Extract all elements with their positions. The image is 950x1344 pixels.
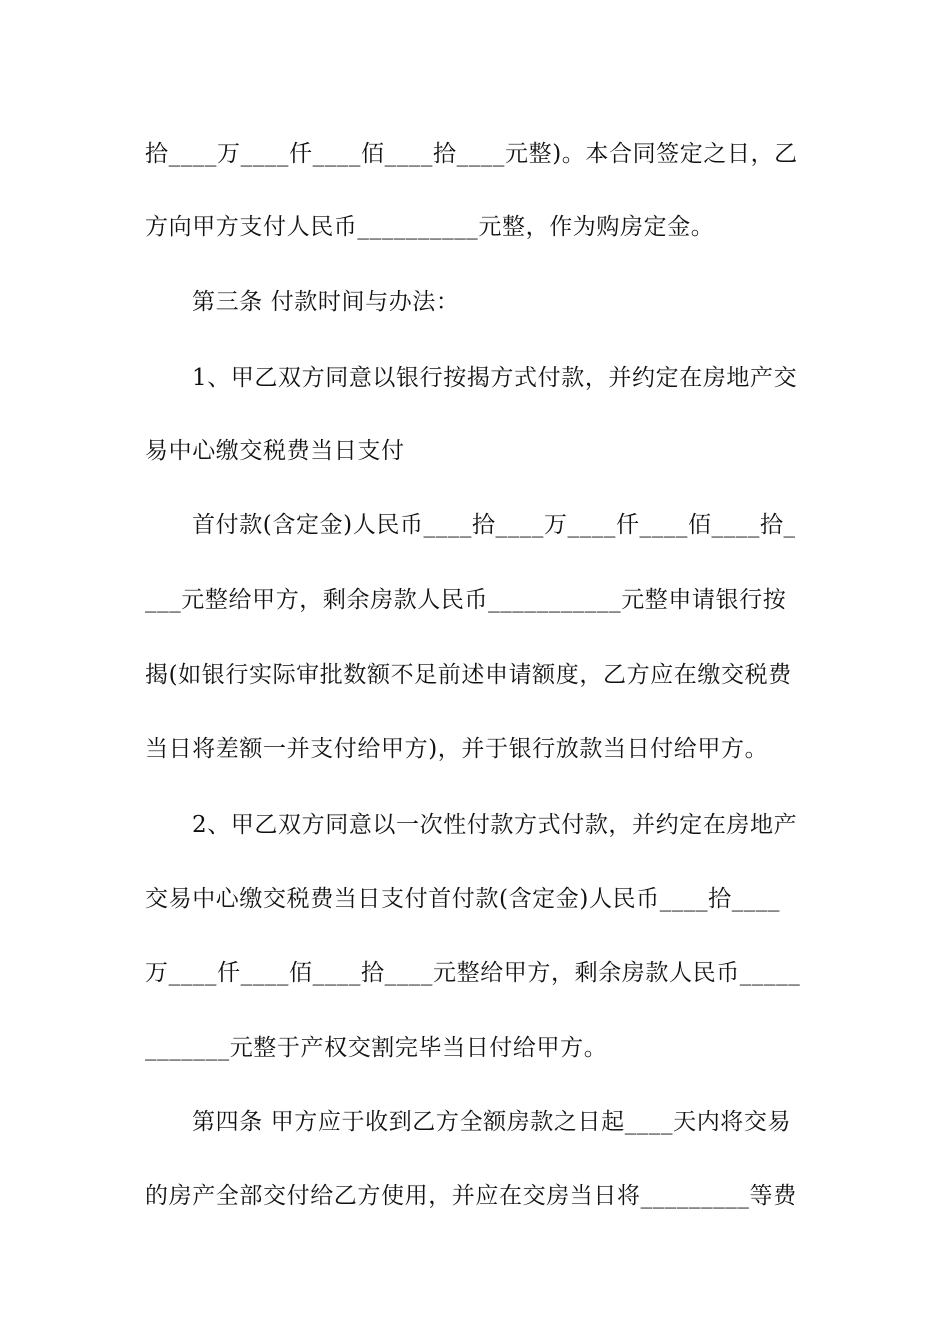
text-line-9: 当日将差额一并支付给甲方)，并于银行放款当日付给甲方。 [145, 736, 769, 762]
text-line-8: 揭(如银行实际审批数额不足前述申请额度，乙方应在缴交税费 [145, 662, 792, 688]
article-4-text: 第四条 甲方应于收到乙方全额房款之日起____天内将交易 [192, 1109, 792, 1135]
text-line-10: 2、甲乙双方同意以一次性付款方式付款，并约定在房地产 [192, 812, 798, 838]
text-line-1: 拾____万____仟____佰____拾____元整)。本合同签定之日，乙 [145, 141, 798, 167]
text-line-15: 的房产全部交付给乙方使用，并应在交房当日将_________等费 [145, 1183, 797, 1209]
text-line-13: _______元整于产权交割完毕当日付给甲方。 [145, 1035, 608, 1061]
text-line-2: 方向甲方支付人民币__________元整，作为购房定金。 [145, 214, 715, 240]
article-3-heading: 第三条 付款时间与办法： [192, 289, 460, 315]
text-line-12: 万____仟____佰____拾____元整给甲方，剩余房款人民币_____ [145, 960, 801, 986]
text-line-6: 首付款(含定金)人民币____拾____万____仟____佰____拾_ [192, 512, 796, 538]
text-line-4: 1、甲乙双方同意以银行按揭方式付款，并约定在房地产交 [192, 365, 798, 391]
text-line-7: ___元整给甲方，剩余房款人民币___________元整申请银行按 [145, 587, 787, 613]
text-line-11: 交易中心缴交税费当日支付首付款(含定金)人民币____拾____ [145, 886, 781, 912]
text-line-5: 易中心缴交税费当日支付 [145, 438, 405, 464]
